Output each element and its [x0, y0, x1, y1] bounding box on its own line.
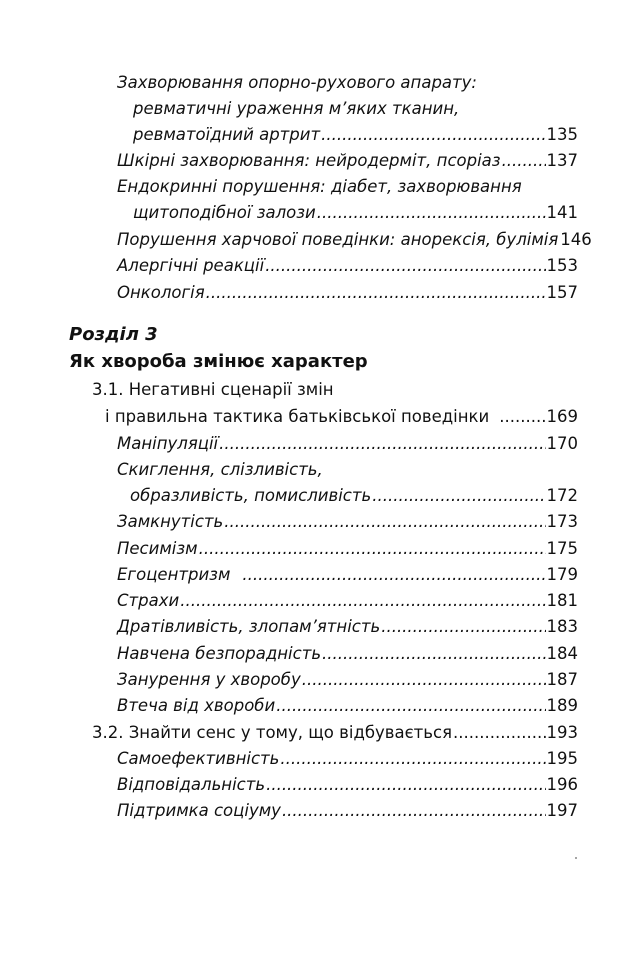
- toc-entry: [133, 200, 578, 226]
- dot-leader: [224, 509, 545, 535]
- toc-page-number: 175: [546, 539, 578, 558]
- dot-leader: [180, 588, 545, 614]
- toc-page-number: 189: [546, 696, 578, 715]
- toc-entry: [117, 562, 578, 588]
- chapter-title: Як хвороба змінює характер: [69, 351, 368, 372]
- toc-entry: [117, 667, 578, 693]
- dot-leader: [502, 148, 546, 174]
- toc-entry-text: Онкологія: [117, 283, 205, 302]
- toc-entry: [117, 70, 559, 96]
- dot-leader: [302, 667, 546, 693]
- toc-entry: [117, 772, 578, 798]
- scan-speck: [575, 857, 577, 859]
- toc-page-number: 170: [546, 434, 578, 453]
- chapter-label: Розділ 3: [69, 324, 158, 345]
- toc-page-number: 187: [546, 670, 578, 689]
- toc-entry: [117, 641, 578, 667]
- toc-section-title: 3.2. Знайти сенс у тому, що відбувається: [92, 723, 453, 742]
- toc-entry: [117, 693, 578, 719]
- dot-leader: [276, 693, 545, 719]
- toc-entry: [117, 280, 578, 306]
- dot-leader: [242, 562, 545, 588]
- toc-entry-text: Відповідальність: [117, 775, 266, 794]
- toc-section: [92, 377, 578, 403]
- toc-entry-text: Маніпуляції: [117, 434, 219, 453]
- toc-page-number: 193: [546, 723, 578, 742]
- dot-leader: [219, 431, 545, 457]
- dot-leader: [206, 280, 546, 306]
- dot-leader: [282, 798, 546, 824]
- dot-leader: [381, 614, 545, 640]
- toc-entry-text: Самоефективність: [117, 749, 280, 768]
- dot-leader: [372, 483, 545, 509]
- toc-entry-text: Скиглення, слізливість,: [117, 460, 323, 479]
- toc-entry-text: Егоцентризм: [117, 565, 231, 584]
- toc-entry-text: Замкнутість: [117, 512, 224, 531]
- dot-leader: [453, 720, 545, 746]
- toc-entry: [117, 227, 592, 253]
- toc-entry: [133, 96, 559, 122]
- toc-page-number: 146: [560, 230, 592, 249]
- toc-page-number: 169: [546, 407, 578, 426]
- toc-entry-text: ревматичні ураження м’яких тканин,: [133, 99, 460, 118]
- toc-page-number: 179: [546, 565, 578, 584]
- toc-entry-text: щитоподібної залози: [133, 203, 316, 222]
- dot-leader: [499, 404, 545, 430]
- toc-entry-text: Навчена безпорадність: [117, 644, 322, 663]
- toc-entry-text: образливість, помисливість: [130, 486, 372, 505]
- toc-entry: [117, 614, 578, 640]
- toc-section-title: 3.1. Негативні сценарії змін: [92, 380, 334, 399]
- toc-entry: [117, 457, 578, 483]
- toc-entry: [117, 253, 578, 279]
- toc-page-number: 181: [546, 591, 578, 610]
- toc-entry: [133, 122, 578, 148]
- dot-leader: [199, 536, 546, 562]
- toc-page-number: 153: [546, 256, 578, 275]
- toc-page-number: 137: [546, 151, 578, 170]
- toc-entry-text: Втеча від хвороби: [117, 696, 276, 715]
- toc-entry-text: Ендокринні порушення: діабет, захворювання: [117, 177, 522, 196]
- dot-leader: [280, 746, 545, 772]
- dot-leader: [265, 253, 545, 279]
- toc-page-number: 196: [546, 775, 578, 794]
- dot-leader: [317, 200, 546, 226]
- toc-page-number: 135: [546, 125, 578, 144]
- dot-leader: [321, 122, 545, 148]
- toc-page-number: 197: [546, 801, 578, 820]
- toc-entry-text: Захворювання опорно-рухового апарату:: [117, 73, 477, 92]
- toc-entry-text: Дратівливість, злопам’ятність: [117, 617, 381, 636]
- toc-page-number: 172: [546, 486, 578, 505]
- toc-section: [92, 720, 578, 746]
- toc-entry: [117, 174, 578, 200]
- toc-entry: [117, 509, 578, 535]
- toc-section: [105, 404, 578, 430]
- toc-page-number: 157: [546, 283, 578, 302]
- toc-entry-text: Страхи: [117, 591, 180, 610]
- toc-entry-text: Алергічні реакції: [117, 256, 265, 275]
- dot-leader: [322, 641, 545, 667]
- toc-page-number: 183: [546, 617, 578, 636]
- toc-entry-text: Песимізм: [117, 539, 198, 558]
- toc-page-number: 184: [546, 644, 578, 663]
- toc-page-number: 195: [546, 749, 578, 768]
- toc-entry: [117, 588, 578, 614]
- toc-entry: [117, 536, 578, 562]
- toc-entry-text: Підтримка соціуму: [117, 801, 281, 820]
- toc-entry: [117, 148, 578, 174]
- toc-entry-text: Занурення у хворобу: [117, 670, 301, 689]
- toc-entry: [130, 483, 578, 509]
- toc-page-number: 141: [546, 203, 578, 222]
- toc-entry-text: Порушення харчової поведінки: анорексія, булімія: [117, 230, 559, 249]
- toc-entry: [117, 798, 578, 824]
- toc-entry: [117, 431, 578, 457]
- toc-page-number: 173: [546, 512, 578, 531]
- toc-entry: [117, 746, 578, 772]
- toc-entry-text: Шкірні захворювання: нейродерміт, псоріаз: [117, 151, 501, 170]
- toc-entry-text: ревматоїдний артрит: [133, 125, 321, 144]
- dot-leader: [266, 772, 545, 798]
- toc-section-title-cont: і правильна тактика батьківської поведінки: [105, 407, 490, 426]
